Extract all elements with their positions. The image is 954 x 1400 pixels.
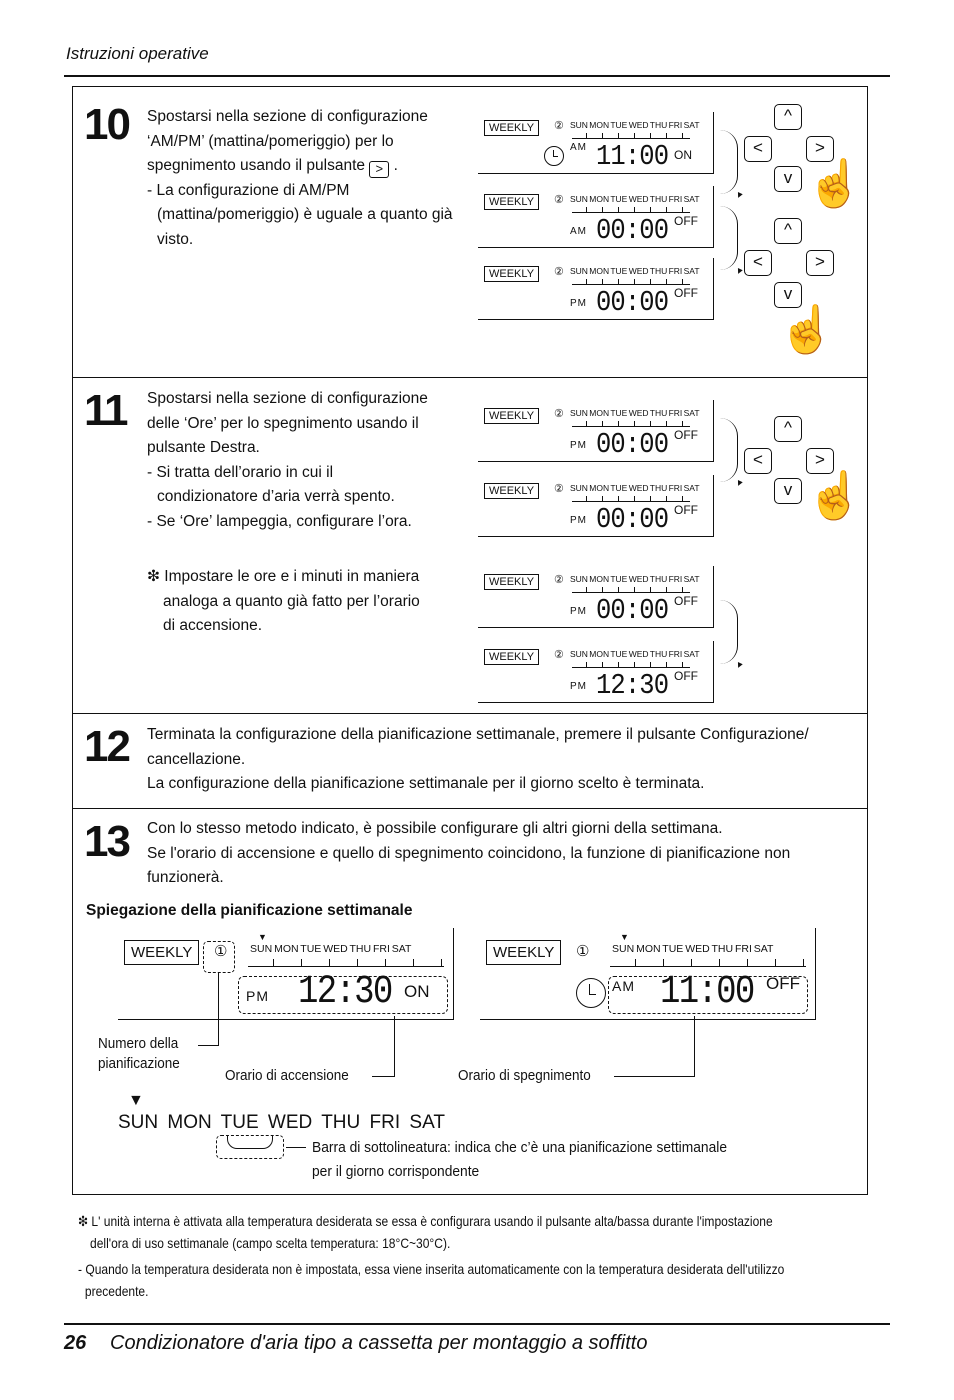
left-key[interactable]: < xyxy=(744,136,772,162)
step-10-text: Spostarsi nella sezione di configurazione ‘AM/PM’ (mattina/pomeriggio) per lo spegnimento usando il pulsante > . - La configurazione di AM/PM (mattina/pomeriggio) è uguale a quanto già visto. xyxy=(147,108,453,248)
up-key[interactable]: ^ xyxy=(774,104,802,130)
lcd-panel-6: WEEKLY ② SUN MON TUE WED THU FRI SAT PM 00:00 OFF xyxy=(478,566,714,630)
step-number-11: 11 xyxy=(84,386,127,435)
step-11-text: Spostarsi nella sezione di configurazione delle ‘Ore’ per lo spegnimento usando il pulsante Destra. - Si tratta dell’orario in cui il condizionatore d’aria verrà spento. - Se ‘Ore’ lampeggia, configurare l’ora. xyxy=(147,390,428,530)
underline-bar-description: Barra di sottolineatura: indica che c’è una pianificazione settimanale per il giorno corrispondente xyxy=(312,1139,728,1180)
right-key-icon: > xyxy=(369,161,389,178)
day-underline xyxy=(572,496,690,502)
pointing-hand-icon: ☝ xyxy=(806,469,864,521)
down-key[interactable]: v xyxy=(774,282,802,308)
lcd-panel-1: WEEKLY ② SUN MON TUE WED THU FRI SAT AM 11:00 ON xyxy=(478,112,714,176)
pointing-hand-icon: ☝ xyxy=(778,303,836,355)
week-days-legend: SUN MON TUE WED THU FRI SAT xyxy=(118,1112,445,1133)
pointing-hand-icon: ☝ xyxy=(806,157,864,209)
day-underline xyxy=(572,133,690,139)
right-key[interactable]: > xyxy=(806,250,834,276)
step-13-text: Con lo stesso metodo indicato, è possibile configurare gli altri giorni della settimana. Se l'orario di accensione e quello di spegnimento coincidono, la funzione di pianificazione non funzionerà. xyxy=(147,820,791,886)
down-key[interactable]: v xyxy=(774,166,802,192)
footnote-1: ❇ L' unità interna è attivata alla temperatura desiderata se essa è configurara usando il pulsante alta/bassa durante l'impostazione dell'ora di uso settimanale (campo scelta temperatura: 18°C~30°C). xyxy=(78,1213,773,1251)
step-number-13: 13 xyxy=(84,817,129,866)
up-key[interactable]: ^ xyxy=(774,416,802,442)
footer-title: Condizionatore d'aria tipo a cassetta per montaggio a soffitto xyxy=(110,1332,648,1354)
explanation-display-off: WEEKLY ① ▼ SUN MON TUE WED THU FRI SAT AM 11:00 OFF xyxy=(480,928,816,1020)
clock-icon xyxy=(576,978,606,1008)
day-underline xyxy=(610,959,806,967)
sequence-arrow xyxy=(720,600,738,664)
underline-bar-icon xyxy=(216,1135,284,1159)
step-12-text: Terminata la configurazione della pianificazione settimanale, premere il pulsante Configurazione/ cancellazione. La configurazione della pianificazione settimanale per il giorno scelto è terminata. xyxy=(147,726,809,792)
explanation-title: Spiegazione della pianificazione settimanale xyxy=(86,902,413,919)
right-key[interactable]: > xyxy=(806,448,834,474)
off-time-label: Orario di spegnimento xyxy=(458,1067,591,1084)
left-key[interactable]: < xyxy=(744,250,772,276)
current-day-marker-icon: ▼ xyxy=(258,932,267,942)
footer-rule xyxy=(64,1323,890,1325)
step-number-12: 12 xyxy=(84,722,129,771)
step-11-note: ❇ Impostare le ore e i minuti in maniera analoga a quanto già fatto per l’orario di accensione. xyxy=(147,568,420,634)
clock-icon xyxy=(544,146,564,166)
divider-12 xyxy=(73,713,867,714)
lcd-panel-2: WEEKLY ② SUN MON TUE WED THU FRI SAT AM 00:00 OFF xyxy=(478,186,714,250)
footnote-2: - Quando la temperatura desiderata non è impostata, essa viene inserita automaticamente con la temperatura desiderata dell'utilizzo precedente. xyxy=(78,1261,785,1299)
up-key[interactable]: ^ xyxy=(774,218,802,244)
right-key[interactable]: > xyxy=(806,136,834,162)
day-underline xyxy=(572,587,690,593)
sequence-arrow xyxy=(720,418,738,482)
lcd-panel-5: WEEKLY ② SUN MON TUE WED THU FRI SAT PM 00:00 OFF xyxy=(478,475,714,539)
lcd-panel-4: WEEKLY ② SUN MON TUE WED THU FRI SAT PM 00:00 OFF xyxy=(478,400,714,464)
day-underline xyxy=(572,207,690,213)
schedule-number-highlight xyxy=(203,941,235,973)
down-key[interactable]: v xyxy=(774,478,802,504)
sequence-arrow xyxy=(720,130,738,194)
divider-13 xyxy=(73,808,867,809)
schedule-number-label: Numero della pianificazione xyxy=(98,1035,180,1072)
day-underline xyxy=(572,279,690,285)
on-time-label: Orario di accensione xyxy=(225,1067,349,1084)
day-underline xyxy=(572,662,690,668)
explanation-display-on: WEEKLY ① ▼ SUN MON TUE WED THU FRI SAT PM 12:30 ON xyxy=(118,928,454,1020)
page-number: 26 xyxy=(64,1332,87,1354)
current-day-marker-icon: ▼ xyxy=(620,932,629,942)
day-underline xyxy=(248,959,444,967)
day-underline xyxy=(572,421,690,427)
divider-11 xyxy=(73,377,867,378)
current-day-marker-icon: ▼ xyxy=(128,1092,144,1109)
left-key[interactable]: < xyxy=(744,448,772,474)
lcd-panel-3: WEEKLY ② SUN MON TUE WED THU FRI SAT PM 00:00 OFF xyxy=(478,258,714,322)
lcd-panel-7: WEEKLY ② SUN MON TUE WED THU FRI SAT PM 12:30 OFF xyxy=(478,641,714,705)
step-number-10: 10 xyxy=(84,100,129,149)
sequence-arrow xyxy=(720,206,738,270)
running-header: Istruzioni operative xyxy=(66,44,209,63)
header-rule xyxy=(64,75,890,77)
